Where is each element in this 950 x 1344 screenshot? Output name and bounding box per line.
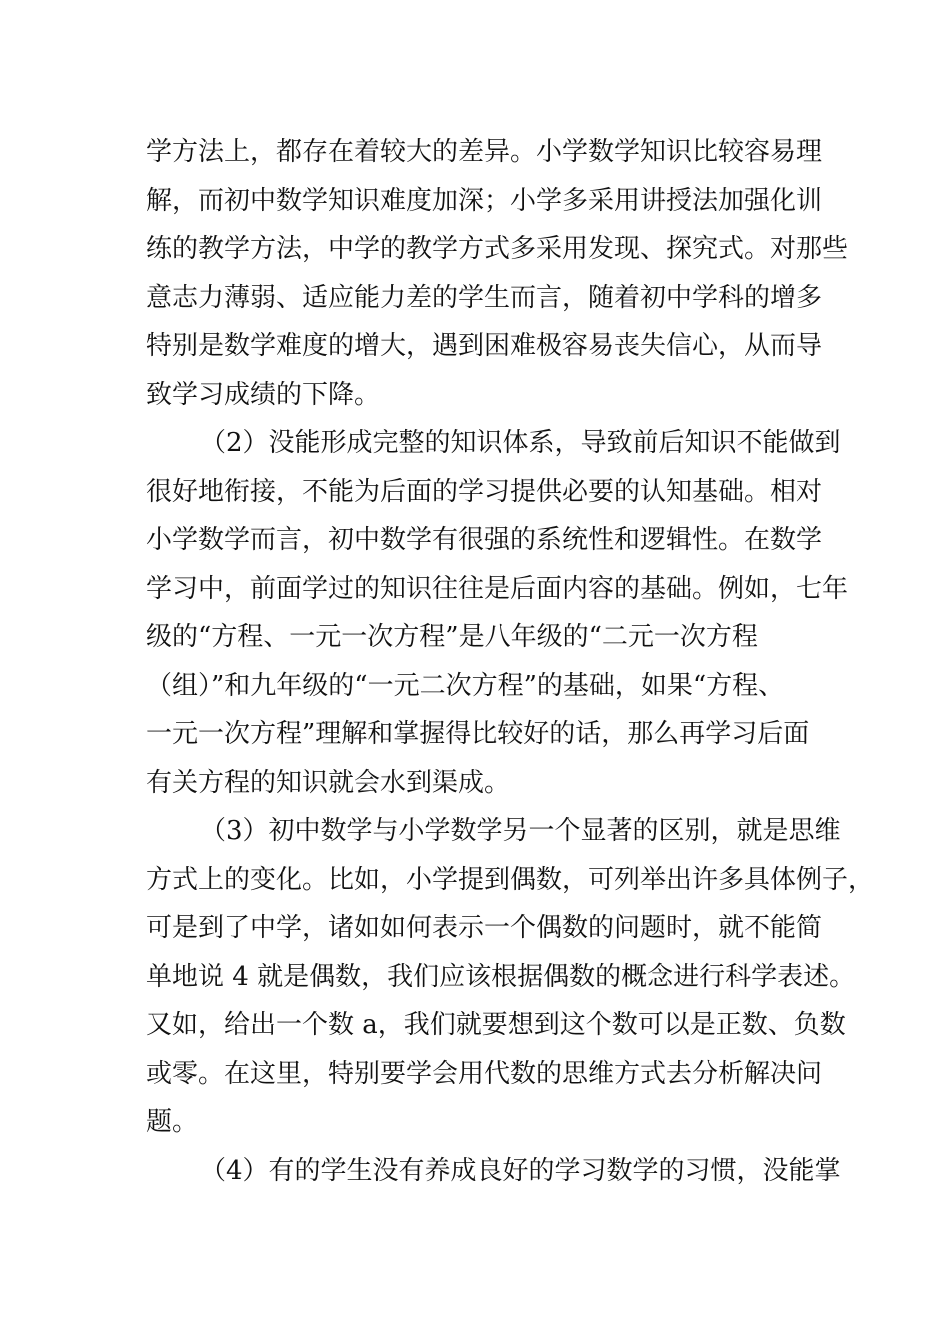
text-line: 特别是数学难度的增大，遇到困难极容易丧失信心，从而导 xyxy=(146,331,823,361)
text-line: 可是到了中学，诸如如何表示一个偶数的问题时，就不能简 xyxy=(146,913,823,943)
text-line: 级的“方程、一元一次方程”是八年级的“二元一次方程 xyxy=(146,622,758,652)
text-line: 解，而初中数学知识难度加深；小学多采用讲授法加强化训 xyxy=(146,185,823,216)
text-line: 题。 xyxy=(146,1107,199,1137)
text-line: （4）有的学生没有养成良好的学习数学的习惯，没能掌 xyxy=(200,1155,841,1186)
text-line: 练的教学方法，中学的教学方式多采用发现、探究式。对那些 xyxy=(146,234,849,264)
text-line: （2）没能形成完整的知识体系，导致前后知识不能做到 xyxy=(200,428,841,458)
text-line: 方式上的变化。比如，小学提到偶数，可列举出许多具体例子， xyxy=(146,864,875,895)
document-body xyxy=(146,128,875,1195)
text-line: 学习中，前面学过的知识往往是后面内容的基础。例如，七年 xyxy=(146,573,849,604)
text-line: 单地说 4 就是偶数，我们应该根据偶数的概念进行科学表述。 xyxy=(146,961,856,992)
text-line: 或零。在这里，特别要学会用代数的思维方式去分析解决问 xyxy=(146,1058,823,1089)
text-line: 意志力薄弱、适应能力差的学生而言，随着初中学科的增多 xyxy=(146,282,823,313)
paragraph-2 xyxy=(146,419,849,807)
text-line: 又如，给出一个数 a，我们就要想到这个数可以是正数、负数 xyxy=(146,1010,846,1040)
paragraph-4 xyxy=(146,1147,841,1196)
text-line: （3）初中数学与小学数学另一个显著的区别，就是思维 xyxy=(200,816,841,846)
text-line: （组）”和九年级的“一元二次方程”的基础，如果“方程、 xyxy=(146,670,785,701)
paragraph-3 xyxy=(146,807,875,1147)
text-line: 小学数学而言，初中数学有很强的系统性和逻辑性。在数学 xyxy=(146,525,823,555)
text-line: 有关方程的知识就会水到渠成。 xyxy=(146,767,511,798)
text-line: 致学习成绩的下降。 xyxy=(146,379,381,410)
text-line: 很好地衔接，不能为后面的学习提供必要的认知基础。相对 xyxy=(146,476,823,507)
text-line: 学方法上，都存在着较大的差异。小学数学知识比较容易理 xyxy=(146,137,823,167)
text-line: 一元一次方程”理解和掌握得比较好的话，那么再学习后面 xyxy=(146,719,810,749)
paragraph-1 xyxy=(146,128,849,419)
